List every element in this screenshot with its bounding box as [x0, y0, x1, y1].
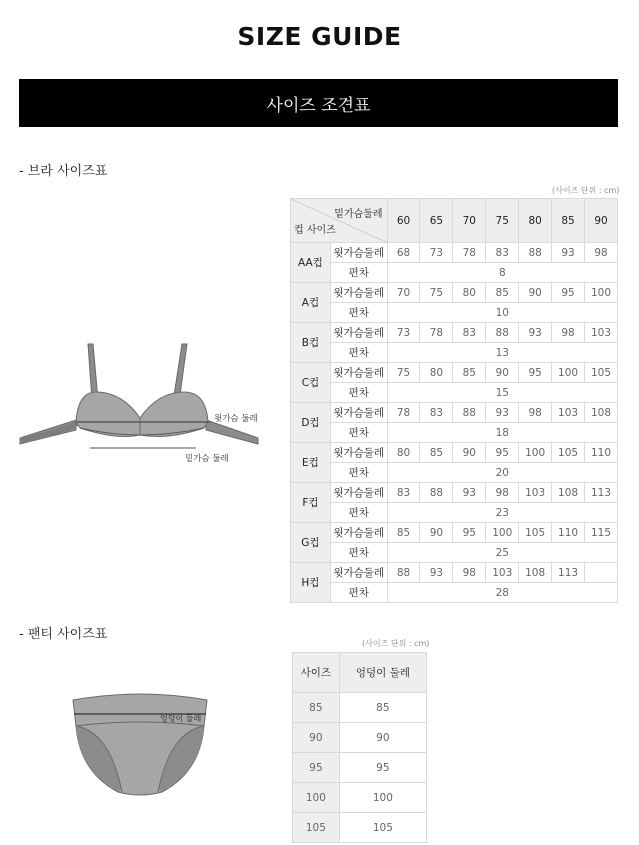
difference-value-cell: 28	[387, 583, 617, 603]
over-bust-value-cell: 80	[387, 443, 420, 463]
over-bust-value-cell	[585, 563, 618, 583]
cup-size-header: 컵 사이즈	[294, 225, 336, 236]
over-bust-value-cell: 95	[486, 443, 519, 463]
over-bust-value-cell: 93	[486, 403, 519, 423]
size-column-header: 사이즈	[293, 653, 340, 693]
panty-size-cell: 105	[293, 813, 340, 843]
over-bust-value-cell: 88	[387, 563, 420, 583]
over-bust-value-cell: 113	[552, 563, 585, 583]
over-bust-value-cell: 85	[420, 443, 453, 463]
over-bust-value-cell: 78	[420, 323, 453, 343]
bra-unit-note: (사이즈 단위 : cm)	[552, 186, 620, 195]
difference-row-label: 편차	[330, 263, 387, 283]
over-bust-value-cell: 95	[552, 283, 585, 303]
over-bust-value-cell: 85	[453, 363, 486, 383]
over-bust-row-label: 윗가슴둘레	[330, 563, 387, 583]
difference-value-cell: 18	[387, 423, 617, 443]
over-bust-value-cell: 70	[387, 283, 420, 303]
over-bust-value-cell: 98	[486, 483, 519, 503]
band-size-header: 65	[420, 199, 453, 243]
panty-size-table	[292, 652, 427, 843]
bra-over-bust-label: 윗가슴 둘레	[214, 414, 258, 424]
over-bust-value-cell: 93	[453, 483, 486, 503]
difference-row-label: 편차	[330, 503, 387, 523]
over-bust-value-cell: 88	[486, 323, 519, 343]
over-bust-row-label: 윗가슴둘레	[330, 523, 387, 543]
over-bust-value-cell: 88	[519, 243, 552, 263]
over-bust-value-cell: 93	[552, 243, 585, 263]
over-bust-value-cell: 103	[552, 403, 585, 423]
difference-value-cell: 25	[387, 543, 617, 563]
panty-size-cell: 90	[293, 723, 340, 753]
size-chart-banner: 사이즈 조견표	[19, 79, 618, 127]
over-bust-value-cell: 85	[486, 283, 519, 303]
difference-value-cell: 8	[387, 263, 617, 283]
over-bust-value-cell: 95	[519, 363, 552, 383]
cup-size-cell: E컵	[291, 443, 331, 483]
band-size-header: 85	[552, 199, 585, 243]
over-bust-value-cell: 90	[486, 363, 519, 383]
over-bust-value-cell: 100	[519, 443, 552, 463]
over-bust-value-cell: 68	[387, 243, 420, 263]
over-bust-value-cell: 98	[552, 323, 585, 343]
panty-hip-label: 엉덩이 둘레	[160, 714, 202, 723]
over-bust-value-cell: 88	[453, 403, 486, 423]
over-bust-row-label: 윗가슴둘레	[330, 363, 387, 383]
cup-size-cell: B컵	[291, 323, 331, 363]
over-bust-value-cell: 93	[420, 563, 453, 583]
page-title: SIZE GUIDE	[237, 22, 402, 51]
over-bust-value-cell: 90	[453, 443, 486, 463]
over-bust-value-cell: 80	[453, 283, 486, 303]
over-bust-value-cell: 108	[585, 403, 618, 423]
over-bust-value-cell: 78	[453, 243, 486, 263]
over-bust-row-label: 윗가슴둘레	[330, 243, 387, 263]
bra-table-corner-header	[291, 199, 388, 243]
panty-size-cell: 95	[293, 753, 340, 783]
over-bust-value-cell: 98	[453, 563, 486, 583]
panty-illustration	[70, 692, 210, 798]
over-bust-value-cell: 110	[552, 523, 585, 543]
under-bust-header: 밑가슴둘레	[334, 209, 383, 220]
difference-value-cell: 20	[387, 463, 617, 483]
difference-value-cell: 13	[387, 343, 617, 363]
band-size-header: 60	[387, 199, 420, 243]
over-bust-value-cell: 103	[519, 483, 552, 503]
panty-hip-cell: 105	[339, 813, 426, 843]
difference-row-label: 편차	[330, 543, 387, 563]
panty-unit-note: (사이즈 단위 : cm)	[362, 639, 430, 648]
difference-value-cell: 23	[387, 503, 617, 523]
bra-under-bust-label: 밑가슴 둘레	[185, 454, 229, 464]
over-bust-value-cell: 110	[585, 443, 618, 463]
band-size-header: 70	[453, 199, 486, 243]
over-bust-row-label: 윗가슴둘레	[330, 443, 387, 463]
panty-hip-cell: 95	[339, 753, 426, 783]
bra-illustration	[18, 340, 280, 468]
cup-size-cell: AA컵	[291, 243, 331, 283]
cup-size-cell: F컵	[291, 483, 331, 523]
difference-row-label: 편차	[330, 383, 387, 403]
panty-hip-cell: 100	[339, 783, 426, 813]
over-bust-value-cell: 83	[453, 323, 486, 343]
over-bust-value-cell: 108	[519, 563, 552, 583]
band-size-header: 80	[519, 199, 552, 243]
band-size-header: 75	[486, 199, 519, 243]
over-bust-value-cell: 103	[486, 563, 519, 583]
over-bust-value-cell: 108	[552, 483, 585, 503]
over-bust-row-label: 윗가슴둘레	[330, 483, 387, 503]
bra-size-table	[290, 198, 618, 603]
over-bust-value-cell: 75	[420, 283, 453, 303]
over-bust-row-label: 윗가슴둘레	[330, 403, 387, 423]
cup-size-cell: A컵	[291, 283, 331, 323]
over-bust-value-cell: 73	[387, 323, 420, 343]
over-bust-value-cell: 85	[387, 523, 420, 543]
over-bust-value-cell: 90	[519, 283, 552, 303]
difference-row-label: 편차	[330, 423, 387, 443]
over-bust-row-label: 윗가슴둘레	[330, 323, 387, 343]
over-bust-value-cell: 83	[387, 483, 420, 503]
difference-value-cell: 10	[387, 303, 617, 323]
over-bust-value-cell: 80	[420, 363, 453, 383]
panty-size-cell: 100	[293, 783, 340, 813]
over-bust-value-cell: 115	[585, 523, 618, 543]
cup-size-cell: D컵	[291, 403, 331, 443]
cup-size-cell: G컵	[291, 523, 331, 563]
over-bust-value-cell: 73	[420, 243, 453, 263]
over-bust-value-cell: 100	[486, 523, 519, 543]
hip-column-header: 엉덩이 둘레	[339, 653, 426, 693]
over-bust-value-cell: 83	[420, 403, 453, 423]
over-bust-value-cell: 98	[519, 403, 552, 423]
difference-row-label: 편차	[330, 463, 387, 483]
over-bust-value-cell: 100	[585, 283, 618, 303]
cup-size-cell: H컵	[291, 563, 331, 603]
panty-hip-cell: 90	[339, 723, 426, 753]
over-bust-value-cell: 88	[420, 483, 453, 503]
over-bust-value-cell: 83	[486, 243, 519, 263]
panty-hip-cell: 85	[339, 693, 426, 723]
bra-section-title: - 브라 사이즈표	[19, 164, 108, 179]
difference-row-label: 편차	[330, 583, 387, 603]
over-bust-value-cell: 78	[387, 403, 420, 423]
over-bust-value-cell: 105	[585, 363, 618, 383]
panty-size-cell: 85	[293, 693, 340, 723]
over-bust-value-cell: 113	[585, 483, 618, 503]
panty-section-title: - 팬티 사이즈표	[19, 627, 108, 642]
difference-row-label: 편차	[330, 343, 387, 363]
cup-size-cell: C컵	[291, 363, 331, 403]
over-bust-value-cell: 75	[387, 363, 420, 383]
over-bust-value-cell: 105	[552, 443, 585, 463]
over-bust-value-cell: 98	[585, 243, 618, 263]
over-bust-value-cell: 95	[453, 523, 486, 543]
over-bust-value-cell: 93	[519, 323, 552, 343]
over-bust-value-cell: 103	[585, 323, 618, 343]
over-bust-row-label: 윗가슴둘레	[330, 283, 387, 303]
difference-value-cell: 15	[387, 383, 617, 403]
over-bust-value-cell: 90	[420, 523, 453, 543]
over-bust-value-cell: 100	[552, 363, 585, 383]
difference-row-label: 편차	[330, 303, 387, 323]
band-size-header: 90	[585, 199, 618, 243]
over-bust-value-cell: 105	[519, 523, 552, 543]
